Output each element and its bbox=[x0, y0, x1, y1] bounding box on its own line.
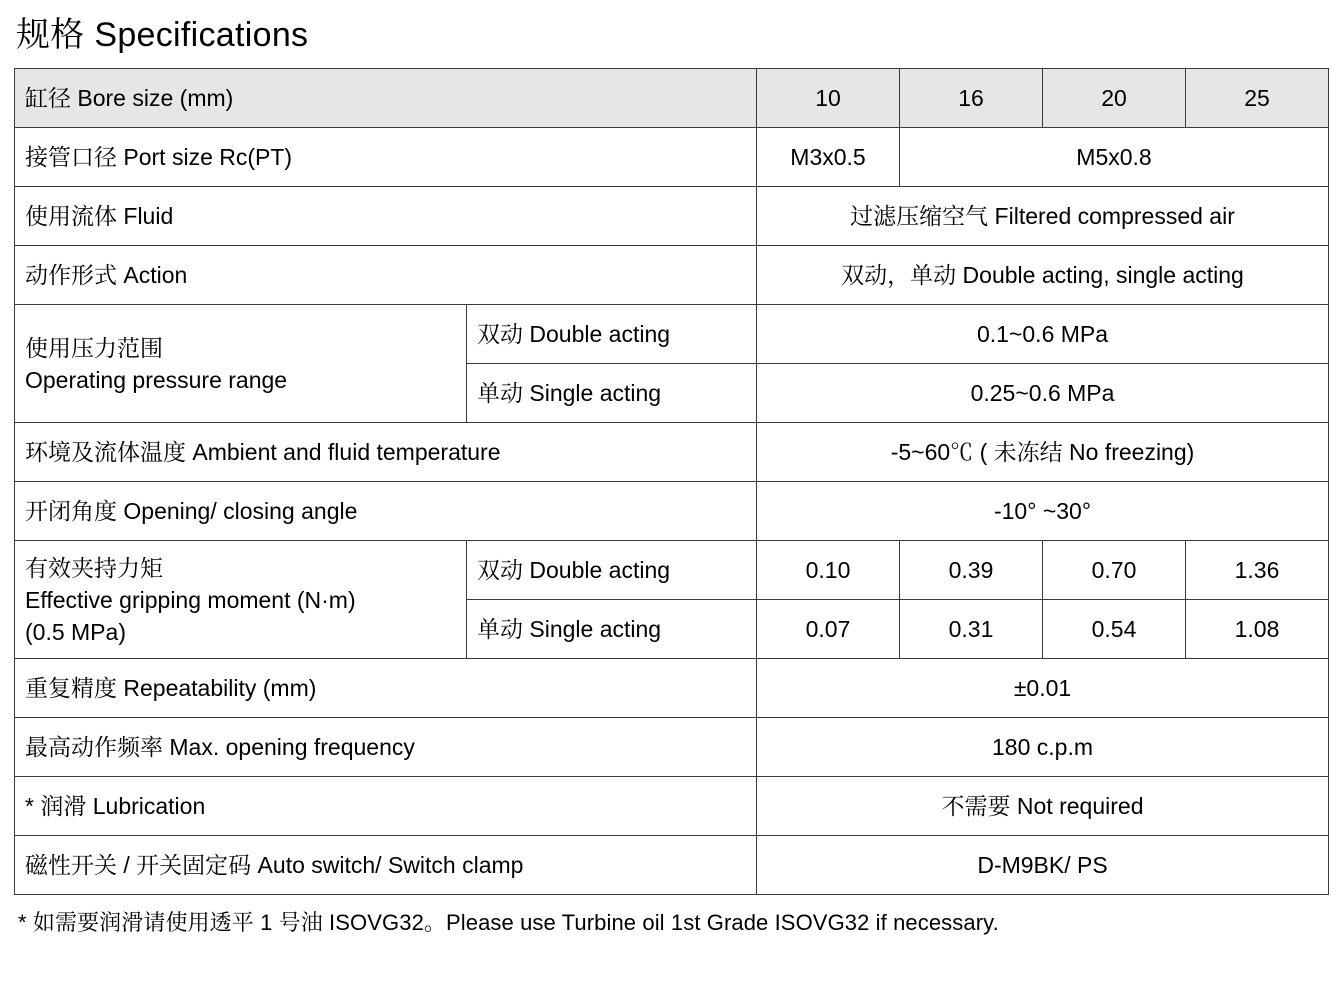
moment-double-value-10: 0.10 bbox=[757, 541, 900, 600]
fluid-value: 过滤压缩空气 Filtered compressed air bbox=[757, 187, 1329, 246]
angle-label: 开闭角度 Opening/ closing angle bbox=[15, 482, 757, 541]
table-row-pressure-double bbox=[15, 305, 1329, 364]
table-row-angle bbox=[15, 482, 1329, 541]
gripping-moment-label-cn: 有效夹持力矩 bbox=[25, 554, 163, 581]
table-row-auto-switch bbox=[15, 836, 1329, 895]
moment-double-value-20: 0.70 bbox=[1043, 541, 1186, 600]
gripping-moment-label-en: Effective gripping moment (N·m) bbox=[25, 586, 356, 613]
moment-double-value-25: 1.36 bbox=[1186, 541, 1329, 600]
moment-single-acting-label: 单动 Single acting bbox=[467, 600, 757, 659]
angle-value: -10° ~30° bbox=[757, 482, 1329, 541]
frequency-label: 最高动作频率 Max. opening frequency bbox=[15, 718, 757, 777]
moment-single-value-10: 0.07 bbox=[757, 600, 900, 659]
table-row-repeatability bbox=[15, 659, 1329, 718]
gripping-moment-label bbox=[15, 541, 467, 659]
bore-size-label: 缸径 Bore size (mm) bbox=[15, 69, 757, 128]
gripping-moment-label-condition: (0.5 MPa) bbox=[25, 618, 126, 645]
temperature-label: 环境及流体温度 Ambient and fluid temperature bbox=[15, 423, 757, 482]
moment-single-value-20: 0.54 bbox=[1043, 600, 1186, 659]
moment-double-acting-label: 双动 Double acting bbox=[467, 541, 757, 600]
port-size-value-10: M3x0.5 bbox=[757, 128, 900, 187]
operating-pressure-label-en: Operating pressure range bbox=[25, 366, 288, 393]
pressure-single-acting-label: 单动 Single acting bbox=[467, 364, 757, 423]
auto-switch-value: D-M9BK/ PS bbox=[757, 836, 1329, 895]
bore-size-value-25: 25 bbox=[1186, 69, 1329, 128]
port-size-value-16-25: M5x0.8 bbox=[900, 128, 1329, 187]
table-row-lubrication bbox=[15, 777, 1329, 836]
page-title: 规格 Specifications bbox=[16, 16, 309, 54]
moment-single-value-16: 0.31 bbox=[900, 600, 1043, 659]
table-row-temperature bbox=[15, 423, 1329, 482]
lubrication-value: 不需要 Not required bbox=[757, 777, 1329, 836]
table-row-frequency bbox=[15, 718, 1329, 777]
bore-size-value-10: 10 bbox=[757, 69, 900, 128]
pressure-single-acting-value: 0.25~0.6 MPa bbox=[757, 364, 1329, 423]
specifications-table bbox=[14, 68, 1329, 895]
action-label: 动作形式 Action bbox=[15, 246, 757, 305]
bore-size-value-16: 16 bbox=[900, 69, 1043, 128]
repeatability-label: 重复精度 Repeatability (mm) bbox=[15, 659, 757, 718]
operating-pressure-label bbox=[15, 305, 467, 423]
moment-double-value-16: 0.39 bbox=[900, 541, 1043, 600]
frequency-value: 180 c.p.m bbox=[757, 718, 1329, 777]
operating-pressure-label-cn: 使用压力范围 bbox=[25, 334, 163, 361]
lubrication-label: * 润滑 Lubrication bbox=[15, 777, 757, 836]
pressure-double-acting-label: 双动 Double acting bbox=[467, 305, 757, 364]
temperature-value: -5~60℃ ( 未冻结 No freezing) bbox=[757, 423, 1329, 482]
table-row-fluid bbox=[15, 187, 1329, 246]
table-row-moment-double bbox=[15, 541, 1329, 600]
auto-switch-label: 磁性开关 / 开关固定码 Auto switch/ Switch clamp bbox=[15, 836, 757, 895]
bore-size-value-20: 20 bbox=[1043, 69, 1186, 128]
table-row-action bbox=[15, 246, 1329, 305]
port-size-label: 接管口径 Port size Rc(PT) bbox=[15, 128, 757, 187]
table-row-port-size bbox=[15, 128, 1329, 187]
action-value: 双动，单动 Double acting, single acting bbox=[757, 246, 1329, 305]
fluid-label: 使用流体 Fluid bbox=[15, 187, 757, 246]
footnote: * 如需要润滑请使用透平 1 号油 ISOVG32。Please use Turbine oil 1st Grade ISOVG32 if necessary. bbox=[18, 910, 999, 935]
moment-single-value-25: 1.08 bbox=[1186, 600, 1329, 659]
table-row-bore-size bbox=[15, 69, 1329, 128]
repeatability-value: ±0.01 bbox=[757, 659, 1329, 718]
pressure-double-acting-value: 0.1~0.6 MPa bbox=[757, 305, 1329, 364]
